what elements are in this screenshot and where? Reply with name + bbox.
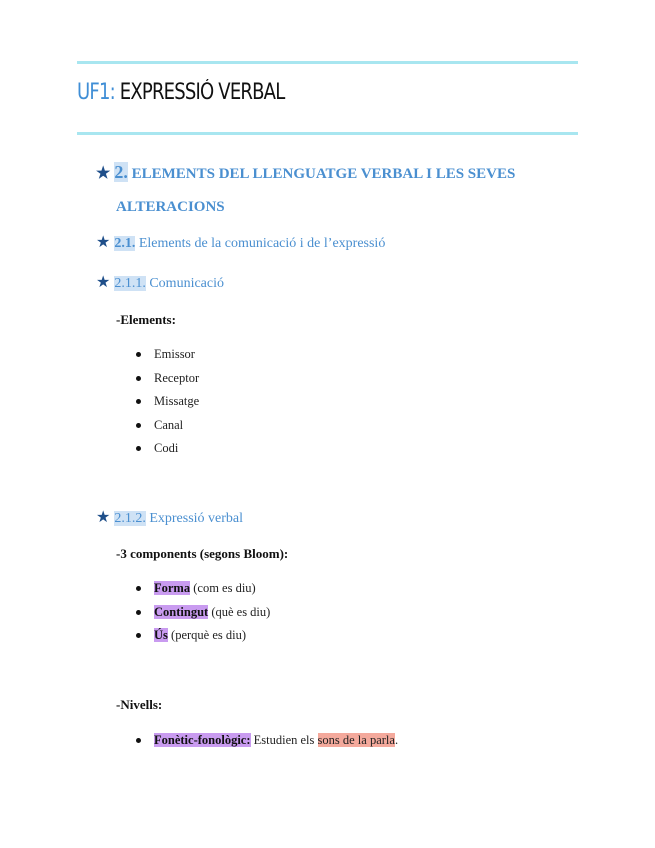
component-desc: (com es diu) [190,581,256,595]
component-term: Contingut [154,604,209,619]
list-item: Canal [136,414,199,438]
heading-text-continued: ALTERACIONS [116,199,225,215]
heading-section-2-1-1 [96,272,224,292]
levels-list [136,729,398,753]
heading-number: 2.1.1. [114,276,146,291]
heading-section-2-1-2 [96,507,243,527]
list-item [136,729,398,753]
top-divider [77,61,578,64]
list-item: Missatge [136,390,199,414]
component-term: Forma [154,581,191,595]
heading-text: Comunicació [145,276,224,291]
level-end: . [394,733,399,747]
component-desc: (què es diu) [208,604,271,619]
list-item [136,577,270,601]
star-icon: ★ [96,234,111,251]
list-item: Emissor [136,343,199,367]
elements-label: -Elements: [116,312,176,327]
elements-list [136,343,199,461]
heading-number: 2.1.2. [114,511,146,526]
list-item [136,624,270,648]
component-desc: (perquè es diu) [167,628,247,642]
level-highlight: sons de la parla [317,733,395,747]
heading-section-2 [96,156,566,224]
heading-text: Elements de la comunicació i de l’expressió [135,236,386,251]
level-desc: Estudien els [250,733,318,747]
components-label: -3 components (segons Bloom): [116,546,289,561]
star-icon: ★ [96,274,111,291]
title-prefix: UF1: [77,80,115,105]
list-item [136,601,270,625]
star-icon: ★ [96,509,111,526]
title-text: EXPRESSIÓ VERBAL [114,80,285,105]
heading-section-2-1 [96,232,385,252]
levels-label: -Nivells: [116,697,163,712]
list-item: Codi [136,437,199,461]
component-term: Ús [154,628,168,642]
heading-text: ELEMENTS DEL LLENGUATGE VERBAL I LES SEVES [127,166,516,182]
heading-number: 2. [114,162,128,182]
star-icon: ★ [96,165,111,182]
level-term: Fonètic-fonològic: [154,733,251,747]
list-item: Receptor [136,367,199,391]
heading-number: 2.1. [114,236,136,251]
page-title [77,80,284,105]
components-list [136,577,270,648]
heading-text: Expressió verbal [145,511,244,526]
bottom-divider [77,132,578,135]
